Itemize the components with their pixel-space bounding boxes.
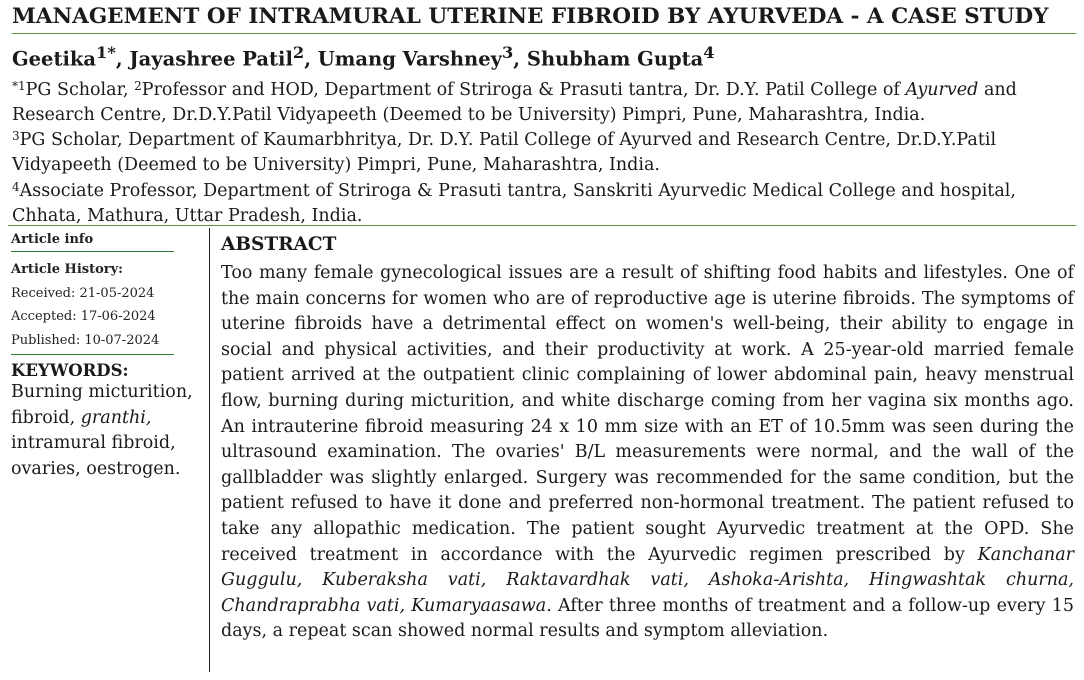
sidebar-divider	[11, 354, 174, 355]
article-info-sidebar	[11, 232, 207, 482]
affil-sup: *1	[12, 79, 26, 93]
published-date: Published: 10-07-2024	[11, 332, 160, 348]
accepted-date: Accepted: 17-06-2024	[11, 309, 156, 324]
keywords-italic: granthi,	[80, 407, 152, 428]
author-sup: 4	[703, 43, 715, 62]
paper-title: MANAGEMENT OF INTRAMURAL UTERINE FIBROID BY AYURVEDA - A CASE STUDY	[12, 4, 1076, 34]
affiliation-1	[12, 74, 1076, 128]
column-divider	[209, 228, 210, 672]
keywords-text: Burning micturition, fibroid,	[11, 382, 193, 428]
author-name: Geetika	[12, 47, 97, 71]
affil-text: PG Scholar, Department of Kaumarbhritya, Dr. D.Y. Patil College of Ayurved and Research Centre, Dr.D.Y.Patil Vidyapeeth (Deemed to be University) Pimpri, Pune, Maharashtra, India.	[12, 130, 997, 175]
affil-text: and Research Centre, Dr.D.Y.Patil Vidyapeeth (Deemed to be University) Pimpri, Pune, Maharashtra, India.	[12, 80, 1017, 125]
keywords-heading: KEYWORDS:	[11, 361, 129, 380]
header-divider	[8, 225, 1076, 226]
affil-text: PG Scholar,	[25, 80, 135, 100]
article-info-heading: Article info	[11, 232, 94, 247]
author-sup: 3	[501, 43, 514, 62]
received-date: Received: 21-05-2024	[11, 285, 155, 301]
author-name: Jayashree Patil	[129, 47, 293, 71]
abstract-text: Too many female gynecological issues are a result of shifting food habits and lifestyles. One of the main concerns for women who are of reproductive age is uterine fibroids. The symptoms of uterine fibroids have a detrimental effect on women's well-being, their ability to engage in social and physical activities, and their productivity at work. A 25-year-old married female patient arrived at the outpatient clinic complaining of lower abdominal pain, heavy menstrual flow, burning during micturition, and white discharge coming from her vagina six months ago. An intrauterine fibroid measuring 24 x 10 mm size with an ET of 10.5mm was seen during the ultrasound examination. The ovaries' B/L measurements were normal, and the wall of the gallbladder was slightly enlarged. Surgery was recommended for the same condition, but the patient refused to have it done and preferred non-hormonal treatment. The patient refused to take any allopathic medication. The patient sought Ayurvedic treatment at the OPD. She received treatment in accordance with the Ayurvedic regimen prescribed by	[221, 263, 1074, 565]
author-sup: 1*	[96, 43, 116, 62]
keywords-list	[11, 380, 201, 482]
article-history-label: Article History:	[11, 262, 123, 277]
affil-sup: 3	[12, 129, 20, 143]
author-name: Umang Varshney	[317, 47, 502, 71]
author-sup: 2	[292, 43, 305, 62]
abstract-body	[221, 261, 1074, 645]
affil-italic: Ayurved	[905, 80, 979, 100]
affiliation-3	[12, 124, 1076, 178]
sidebar-divider	[11, 251, 174, 252]
affiliation-4	[12, 175, 1076, 229]
abstract-text: . After three months of treatment and a follow-up every 15 days, a repeat scan showed normal results and symptom alleviation.	[221, 595, 1074, 642]
author-name: Shubham Gupta	[526, 47, 704, 71]
affil-text: Associate Professor, Department of Striroga & Prasuti tantra, Sanskriti Ayurvedic Medical College and hospital, Chhata, Mathura, Uttar Pradesh, India.	[12, 181, 1016, 226]
author-list: Geetika$^{1*}$, Jayashree Patil$^2$, Umang Varshney$^3$, Shubham Gupta$^4$	[12, 43, 715, 71]
abstract-heading: ABSTRACT	[221, 234, 337, 255]
abstract-italic: Kanchanar Guggulu, Kuberaksha vati, Raktavardhak vati, Ashoka-Arishta, Hingwashtak churna, Chandraprabha vati, Kumaryaasawa	[221, 544, 1074, 616]
keywords-text: intramural fibroid, ovaries, oestrogen.	[11, 433, 181, 479]
affil-sup: 2	[134, 79, 142, 93]
affil-sup: 4	[12, 180, 20, 194]
affil-text: Professor and HOD, Department of Striroga & Prasuti tantra, Dr. D.Y. Patil College of	[141, 80, 906, 100]
